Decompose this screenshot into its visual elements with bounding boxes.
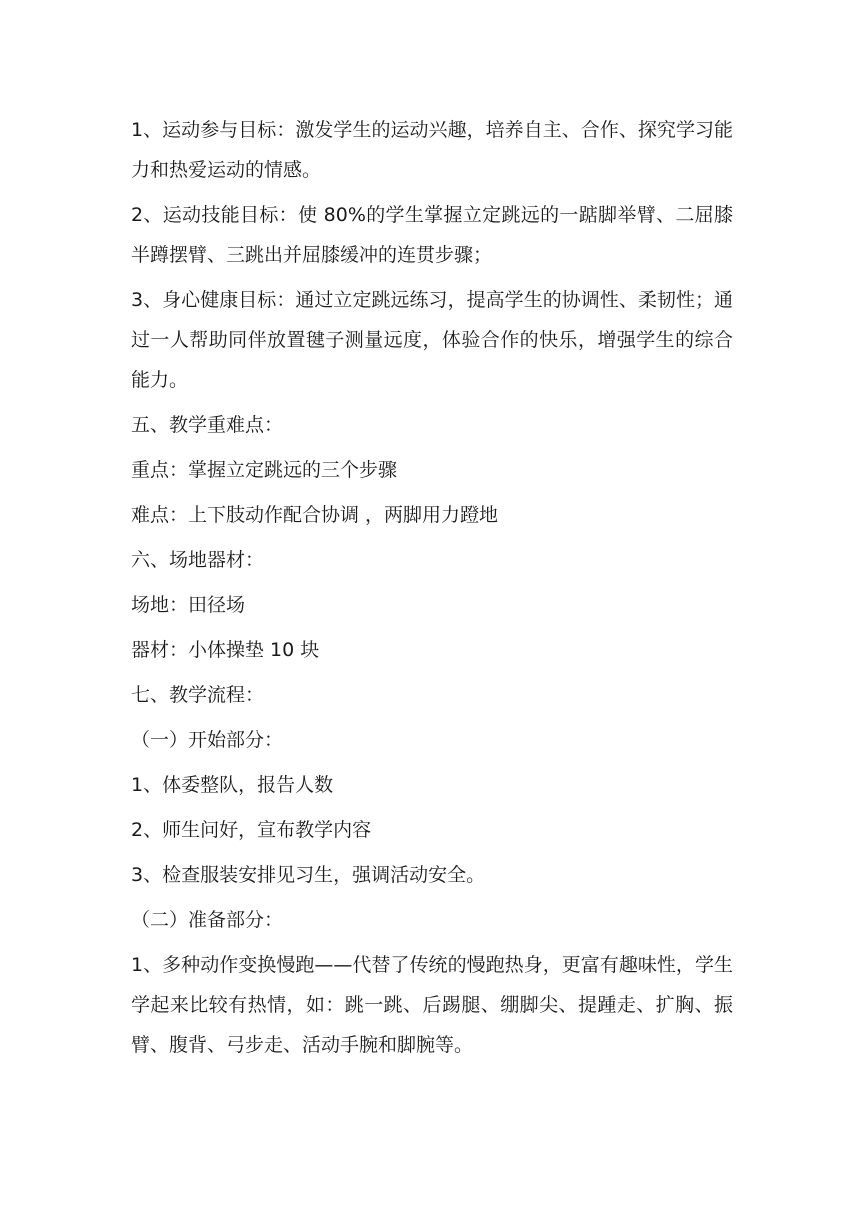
goal-participation: 1、运动参与目标：激发学生的运动兴趣，培养自主、合作、探究学习能力和热爱运动的情感。 [131, 119, 733, 181]
document-body [131, 110, 733, 1070]
subheading-preparation-part: （二）准备部分： [131, 909, 284, 931]
difficult-point: 难点：上下肢动作配合协调 ，两脚用力蹬地 [131, 504, 499, 526]
opening-step-1: 1、体委整队，报告人数 [131, 774, 334, 796]
venue: 场地：田径场 [131, 594, 246, 616]
section-heading-teaching-process: 七、教学流程： [131, 684, 265, 706]
section-heading-key-points: 五、教学重难点： [131, 414, 284, 436]
goal-skill: 2、运动技能目标：使 80%的学生掌握立定跳远的一踮脚举臂、二屈膝半蹲摆臂、三跳出并屈膝缓冲的连贯步骤； [131, 204, 733, 266]
opening-step-3: 3、检查服装安排见习生，强调活动安全。 [131, 864, 486, 886]
goal-health: 3、身心健康目标：通过立定跳远练习，提高学生的协调性、柔韧性；通过一人帮助同伴放置毽子测量远度，体验合作的快乐，增强学生的综合能力。 [131, 289, 733, 391]
key-point: 重点：掌握立定跳远的三个步骤 [131, 459, 398, 481]
opening-step-2: 2、师生问好，宣布教学内容 [131, 819, 372, 841]
equipment: 器材：小体操垫 10 块 [131, 639, 320, 661]
preparation-step-1: 1、多种动作变换慢跑——代替了传统的慢跑热身，更富有趣味性，学生学起来比较有热情，如：跳一跳、后踢腿、绷脚尖、提踵走、扩胸、振臂、腹背、弓步走、活动手腕和脚腕等。 [131, 954, 733, 1056]
subheading-opening-part: （一）开始部分： [131, 729, 284, 751]
section-heading-venue-equipment: 六、场地器材： [131, 549, 265, 571]
